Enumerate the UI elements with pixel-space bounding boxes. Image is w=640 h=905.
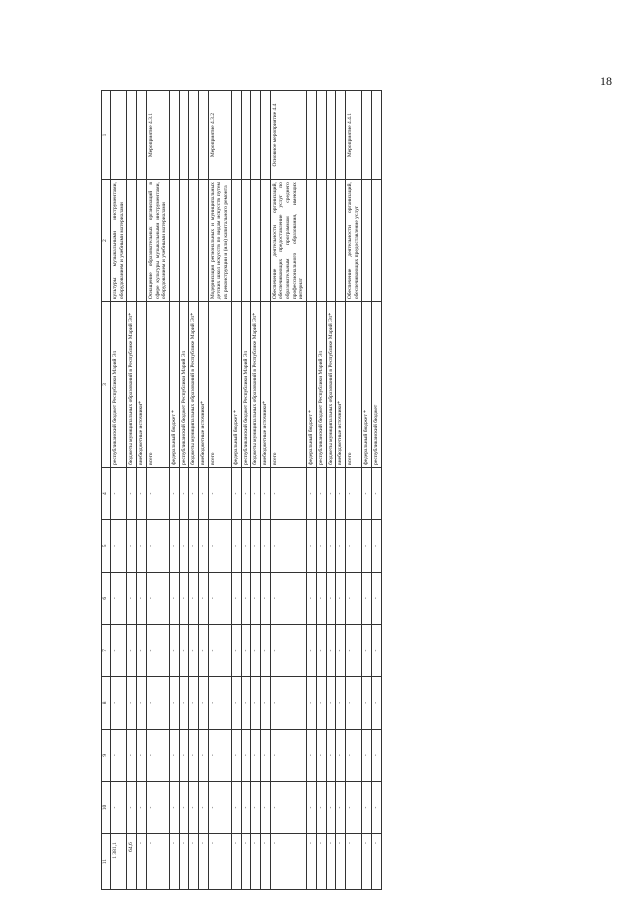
value-cell: -	[345, 729, 361, 781]
value-cell: -	[137, 781, 147, 833]
value-cell: -	[251, 781, 261, 833]
item-number-cell	[127, 91, 137, 180]
value-cell: -	[251, 572, 261, 624]
value-cell: 64,6	[127, 834, 137, 890]
source-cell: республиканский бюджет Республики Марий Эл	[316, 302, 326, 468]
value-cell: -	[199, 781, 209, 833]
table-row	[127, 91, 137, 890]
value-cell: -	[336, 677, 346, 729]
description-cell: Оснащение образовательных организаций в сфере культуры музыкальными инструментами, оборудованием и учебными материалами	[146, 180, 169, 302]
value-cell: -	[316, 467, 326, 519]
item-number-cell	[169, 91, 179, 180]
value-cell: -	[316, 520, 326, 572]
value-cell: -	[326, 729, 336, 781]
value-cell: -	[326, 467, 336, 519]
item-number-cell: Основное мероприятие 4.4	[270, 91, 307, 180]
column-header-5: 5	[102, 520, 111, 572]
value-cell: -	[189, 467, 199, 519]
value-cell: -	[146, 781, 169, 833]
value-cell: -	[231, 467, 241, 519]
value-cell: -	[146, 834, 169, 890]
value-cell: -	[345, 520, 361, 572]
table-row	[345, 91, 361, 890]
value-cell: -	[251, 520, 261, 572]
value-cell: -	[127, 781, 137, 833]
column-header-3: 3	[102, 302, 111, 468]
table-row	[199, 91, 209, 890]
item-number-cell	[316, 91, 326, 180]
description-cell	[336, 180, 346, 302]
value-cell: -	[189, 624, 199, 676]
value-cell: -	[270, 781, 307, 833]
value-cell: -	[111, 572, 127, 624]
value-cell: -	[179, 467, 189, 519]
value-cell: -	[169, 781, 179, 833]
item-number-cell	[189, 91, 199, 180]
value-cell: -	[316, 624, 326, 676]
source-cell: внебюджетные источники*	[199, 302, 209, 468]
value-cell: -	[251, 677, 261, 729]
value-cell: -	[127, 729, 137, 781]
description-cell	[169, 180, 179, 302]
value-cell: -	[137, 467, 147, 519]
description-cell: культуры музыкальными инструментами, оборудованием и учебными материалами	[111, 180, 127, 302]
table-row	[137, 91, 147, 890]
item-number-cell	[326, 91, 336, 180]
source-cell: республиканский бюджет	[372, 302, 382, 468]
value-cell: -	[362, 729, 372, 781]
value-cell: -	[316, 729, 326, 781]
source-cell: внебюджетные источники*	[260, 302, 270, 468]
value-cell: -	[146, 624, 169, 676]
value-cell: -	[208, 520, 231, 572]
source-cell: всего	[270, 302, 307, 468]
value-cell: -	[169, 834, 179, 890]
value-cell: -	[362, 834, 372, 890]
source-cell: федеральный бюджет *	[169, 302, 179, 468]
value-cell: -	[260, 572, 270, 624]
value-cell: -	[241, 677, 251, 729]
value-cell: -	[307, 520, 317, 572]
source-cell: республиканский бюджет Республики Марий Эл	[241, 302, 251, 468]
value-cell: -	[127, 572, 137, 624]
value-cell: -	[345, 624, 361, 676]
item-number-cell	[111, 91, 127, 180]
source-cell: бюджеты муниципальных образований в Республике Марий Эл*	[326, 302, 336, 468]
value-cell: -	[362, 572, 372, 624]
table-row	[372, 91, 382, 890]
table-row	[362, 91, 372, 890]
description-cell	[199, 180, 209, 302]
value-cell: -	[260, 467, 270, 519]
description-cell	[326, 180, 336, 302]
value-cell: -	[372, 677, 382, 729]
value-cell: -	[307, 624, 317, 676]
value-cell: -	[362, 624, 372, 676]
item-number-cell	[372, 91, 382, 180]
value-cell: -	[326, 520, 336, 572]
value-cell: -	[326, 624, 336, 676]
value-cell: -	[316, 677, 326, 729]
value-cell: -	[208, 729, 231, 781]
value-cell: -	[241, 467, 251, 519]
value-cell: -	[137, 729, 147, 781]
source-cell: федеральный бюджет *	[307, 302, 317, 468]
value-cell: -	[231, 520, 241, 572]
value-cell: -	[189, 781, 199, 833]
item-number-cell	[336, 91, 346, 180]
description-cell	[179, 180, 189, 302]
value-cell: -	[189, 572, 199, 624]
value-cell: -	[260, 624, 270, 676]
value-cell: -	[270, 834, 307, 890]
description-cell	[189, 180, 199, 302]
table-row	[270, 91, 307, 890]
value-cell: -	[307, 781, 317, 833]
value-cell: -	[189, 834, 199, 890]
table-row	[260, 91, 270, 890]
table-row	[326, 91, 336, 890]
source-cell: республиканский бюджет Республики Марий Эл	[111, 302, 127, 468]
description-cell	[231, 180, 241, 302]
value-cell: -	[199, 572, 209, 624]
value-cell: -	[260, 520, 270, 572]
value-cell: -	[199, 624, 209, 676]
table-row	[251, 91, 261, 890]
source-cell: всего	[208, 302, 231, 468]
value-cell: -	[372, 781, 382, 833]
value-cell: -	[231, 624, 241, 676]
column-header-2: 2	[102, 180, 111, 302]
value-cell: -	[231, 781, 241, 833]
value-cell: -	[270, 572, 307, 624]
value-cell: -	[260, 729, 270, 781]
value-cell: -	[199, 520, 209, 572]
value-cell: -	[372, 467, 382, 519]
value-cell: -	[270, 729, 307, 781]
description-cell	[137, 180, 147, 302]
value-cell: -	[179, 520, 189, 572]
item-number-cell	[251, 91, 261, 180]
item-number-cell: Мероприятие 4.4.1	[345, 91, 361, 180]
value-cell: -	[326, 677, 336, 729]
value-cell: -	[127, 520, 137, 572]
value-cell: -	[179, 781, 189, 833]
value-cell: -	[241, 834, 251, 890]
value-cell: -	[208, 467, 231, 519]
value-cell: -	[336, 520, 346, 572]
column-header-8: 8	[102, 677, 111, 729]
value-cell: -	[127, 467, 137, 519]
table-row	[316, 91, 326, 890]
page-number: 18	[600, 74, 612, 88]
source-cell: всего	[146, 302, 169, 468]
description-cell	[127, 180, 137, 302]
value-cell: -	[241, 624, 251, 676]
description-cell: Обеспечение деятельности организаций, обеспечивающих предоставление услуг	[345, 180, 361, 302]
value-cell: -	[199, 729, 209, 781]
value-cell: -	[326, 781, 336, 833]
description-cell	[307, 180, 317, 302]
source-cell: всего	[345, 302, 361, 468]
value-cell: -	[146, 572, 169, 624]
value-cell: -	[251, 834, 261, 890]
value-cell: -	[179, 834, 189, 890]
value-cell: -	[189, 520, 199, 572]
value-cell: -	[146, 467, 169, 519]
value-cell: -	[179, 677, 189, 729]
value-cell: -	[251, 467, 261, 519]
value-cell: -	[372, 572, 382, 624]
value-cell: -	[241, 572, 251, 624]
item-number-cell	[199, 91, 209, 180]
item-number-cell	[241, 91, 251, 180]
value-cell: -	[316, 781, 326, 833]
value-cell: -	[372, 520, 382, 572]
value-cell: -	[307, 834, 317, 890]
value-cell: -	[137, 677, 147, 729]
value-cell: -	[345, 834, 361, 890]
value-cell: -	[362, 520, 372, 572]
column-header-1: 1	[102, 91, 111, 180]
value-cell: -	[208, 834, 231, 890]
description-cell: Модернизация региональных и муниципальных детских школ искусств по видам искусств путем их реконструкции и (или) капитального ремонта	[208, 180, 231, 302]
value-cell: -	[336, 624, 346, 676]
value-cell: -	[199, 834, 209, 890]
source-cell: внебюджетные источники*	[336, 302, 346, 468]
value-cell: -	[241, 781, 251, 833]
value-cell: -	[208, 781, 231, 833]
table-row	[208, 91, 231, 890]
item-number-cell	[362, 91, 372, 180]
value-cell: -	[208, 677, 231, 729]
table-row	[307, 91, 317, 890]
value-cell: -	[270, 520, 307, 572]
value-cell: -	[179, 624, 189, 676]
value-cell: -	[169, 572, 179, 624]
value-cell: -	[345, 467, 361, 519]
value-cell: -	[362, 781, 372, 833]
value-cell: -	[326, 834, 336, 890]
value-cell: -	[111, 781, 127, 833]
column-header-6: 6	[102, 572, 111, 624]
column-header-7: 7	[102, 624, 111, 676]
value-cell: -	[179, 572, 189, 624]
value-cell: -	[169, 729, 179, 781]
value-cell: -	[326, 572, 336, 624]
value-cell: -	[169, 467, 179, 519]
value-cell: -	[241, 520, 251, 572]
source-cell: бюджеты муниципальных образований в Республике Марий Эл*	[251, 302, 261, 468]
value-cell: -	[146, 520, 169, 572]
column-header-11: 11	[102, 834, 111, 890]
value-cell: -	[146, 677, 169, 729]
value-cell: -	[169, 520, 179, 572]
value-cell: -	[307, 572, 317, 624]
table-header-row	[102, 91, 111, 890]
table-row	[169, 91, 179, 890]
column-header-9: 9	[102, 729, 111, 781]
value-cell: -	[336, 572, 346, 624]
value-cell: -	[137, 572, 147, 624]
value-cell: -	[111, 467, 127, 519]
value-cell: -	[137, 624, 147, 676]
rotated-table-wrapper	[101, 90, 526, 890]
value-cell: -	[345, 572, 361, 624]
value-cell: -	[179, 729, 189, 781]
table-body	[111, 91, 382, 890]
source-cell: бюджеты муниципальных образований в Республике Марий Эл*	[127, 302, 137, 468]
value-cell: -	[345, 781, 361, 833]
value-cell: -	[372, 729, 382, 781]
value-cell: -	[362, 467, 372, 519]
description-cell	[260, 180, 270, 302]
value-cell: -	[199, 677, 209, 729]
budget-table	[101, 90, 382, 890]
source-cell: внебюджетные источники*	[137, 302, 147, 468]
source-cell: республиканский бюджет Республики Марий Эл	[179, 302, 189, 468]
description-cell	[316, 180, 326, 302]
value-cell: -	[111, 520, 127, 572]
description-cell	[241, 180, 251, 302]
value-cell: -	[345, 677, 361, 729]
value-cell: -	[270, 624, 307, 676]
column-header-10: 10	[102, 781, 111, 833]
item-number-cell	[137, 91, 147, 180]
table-row	[336, 91, 346, 890]
value-cell: -	[208, 572, 231, 624]
item-number-cell	[260, 91, 270, 180]
value-cell: -	[372, 834, 382, 890]
value-cell: 1 381,1	[111, 834, 127, 890]
value-cell: -	[146, 729, 169, 781]
value-cell: -	[251, 624, 261, 676]
value-cell: -	[307, 677, 317, 729]
value-cell: -	[111, 677, 127, 729]
value-cell: -	[111, 624, 127, 676]
value-cell: -	[127, 624, 137, 676]
value-cell: -	[260, 834, 270, 890]
value-cell: -	[362, 677, 372, 729]
value-cell: -	[189, 677, 199, 729]
item-number-cell	[307, 91, 317, 180]
column-header-4: 4	[102, 467, 111, 519]
source-cell: федеральный бюджет *	[231, 302, 241, 468]
value-cell: -	[270, 677, 307, 729]
item-number-cell	[231, 91, 241, 180]
value-cell: -	[251, 729, 261, 781]
item-number-cell: Мероприятие 4.3.2	[208, 91, 231, 180]
value-cell: -	[169, 677, 179, 729]
value-cell: -	[169, 624, 179, 676]
value-cell: -	[316, 834, 326, 890]
value-cell: -	[231, 729, 241, 781]
item-number-cell: Мероприятие 4.3.1	[146, 91, 169, 180]
description-cell	[251, 180, 261, 302]
source-cell: бюджеты муниципальных образований в Республике Марий Эл*	[189, 302, 199, 468]
value-cell: -	[336, 834, 346, 890]
value-cell: -	[336, 467, 346, 519]
value-cell: -	[189, 729, 199, 781]
table-row	[189, 91, 199, 890]
value-cell: -	[336, 729, 346, 781]
value-cell: -	[137, 834, 147, 890]
value-cell: -	[260, 677, 270, 729]
value-cell: -	[231, 677, 241, 729]
value-cell: -	[241, 729, 251, 781]
value-cell: -	[316, 572, 326, 624]
value-cell: -	[307, 729, 317, 781]
value-cell: -	[270, 467, 307, 519]
value-cell: -	[307, 467, 317, 519]
value-cell: -	[208, 624, 231, 676]
source-cell: федеральный бюджет *	[362, 302, 372, 468]
value-cell: -	[137, 520, 147, 572]
value-cell: -	[127, 677, 137, 729]
value-cell: -	[336, 781, 346, 833]
table-row	[231, 91, 241, 890]
value-cell: -	[372, 624, 382, 676]
value-cell: -	[231, 834, 241, 890]
value-cell: -	[260, 781, 270, 833]
value-cell: -	[231, 572, 241, 624]
table-row	[146, 91, 169, 890]
item-number-cell	[179, 91, 189, 180]
description-cell: Обеспечение деятельности организаций, обеспечивающих предоставление услуг по образовательным программам среднего профессионального образования, имеющих интернат	[270, 180, 307, 302]
description-cell	[372, 180, 382, 302]
description-cell	[362, 180, 372, 302]
table-row	[111, 91, 127, 890]
value-cell: -	[199, 467, 209, 519]
table-row	[179, 91, 189, 890]
value-cell: -	[111, 729, 127, 781]
table-row	[241, 91, 251, 890]
